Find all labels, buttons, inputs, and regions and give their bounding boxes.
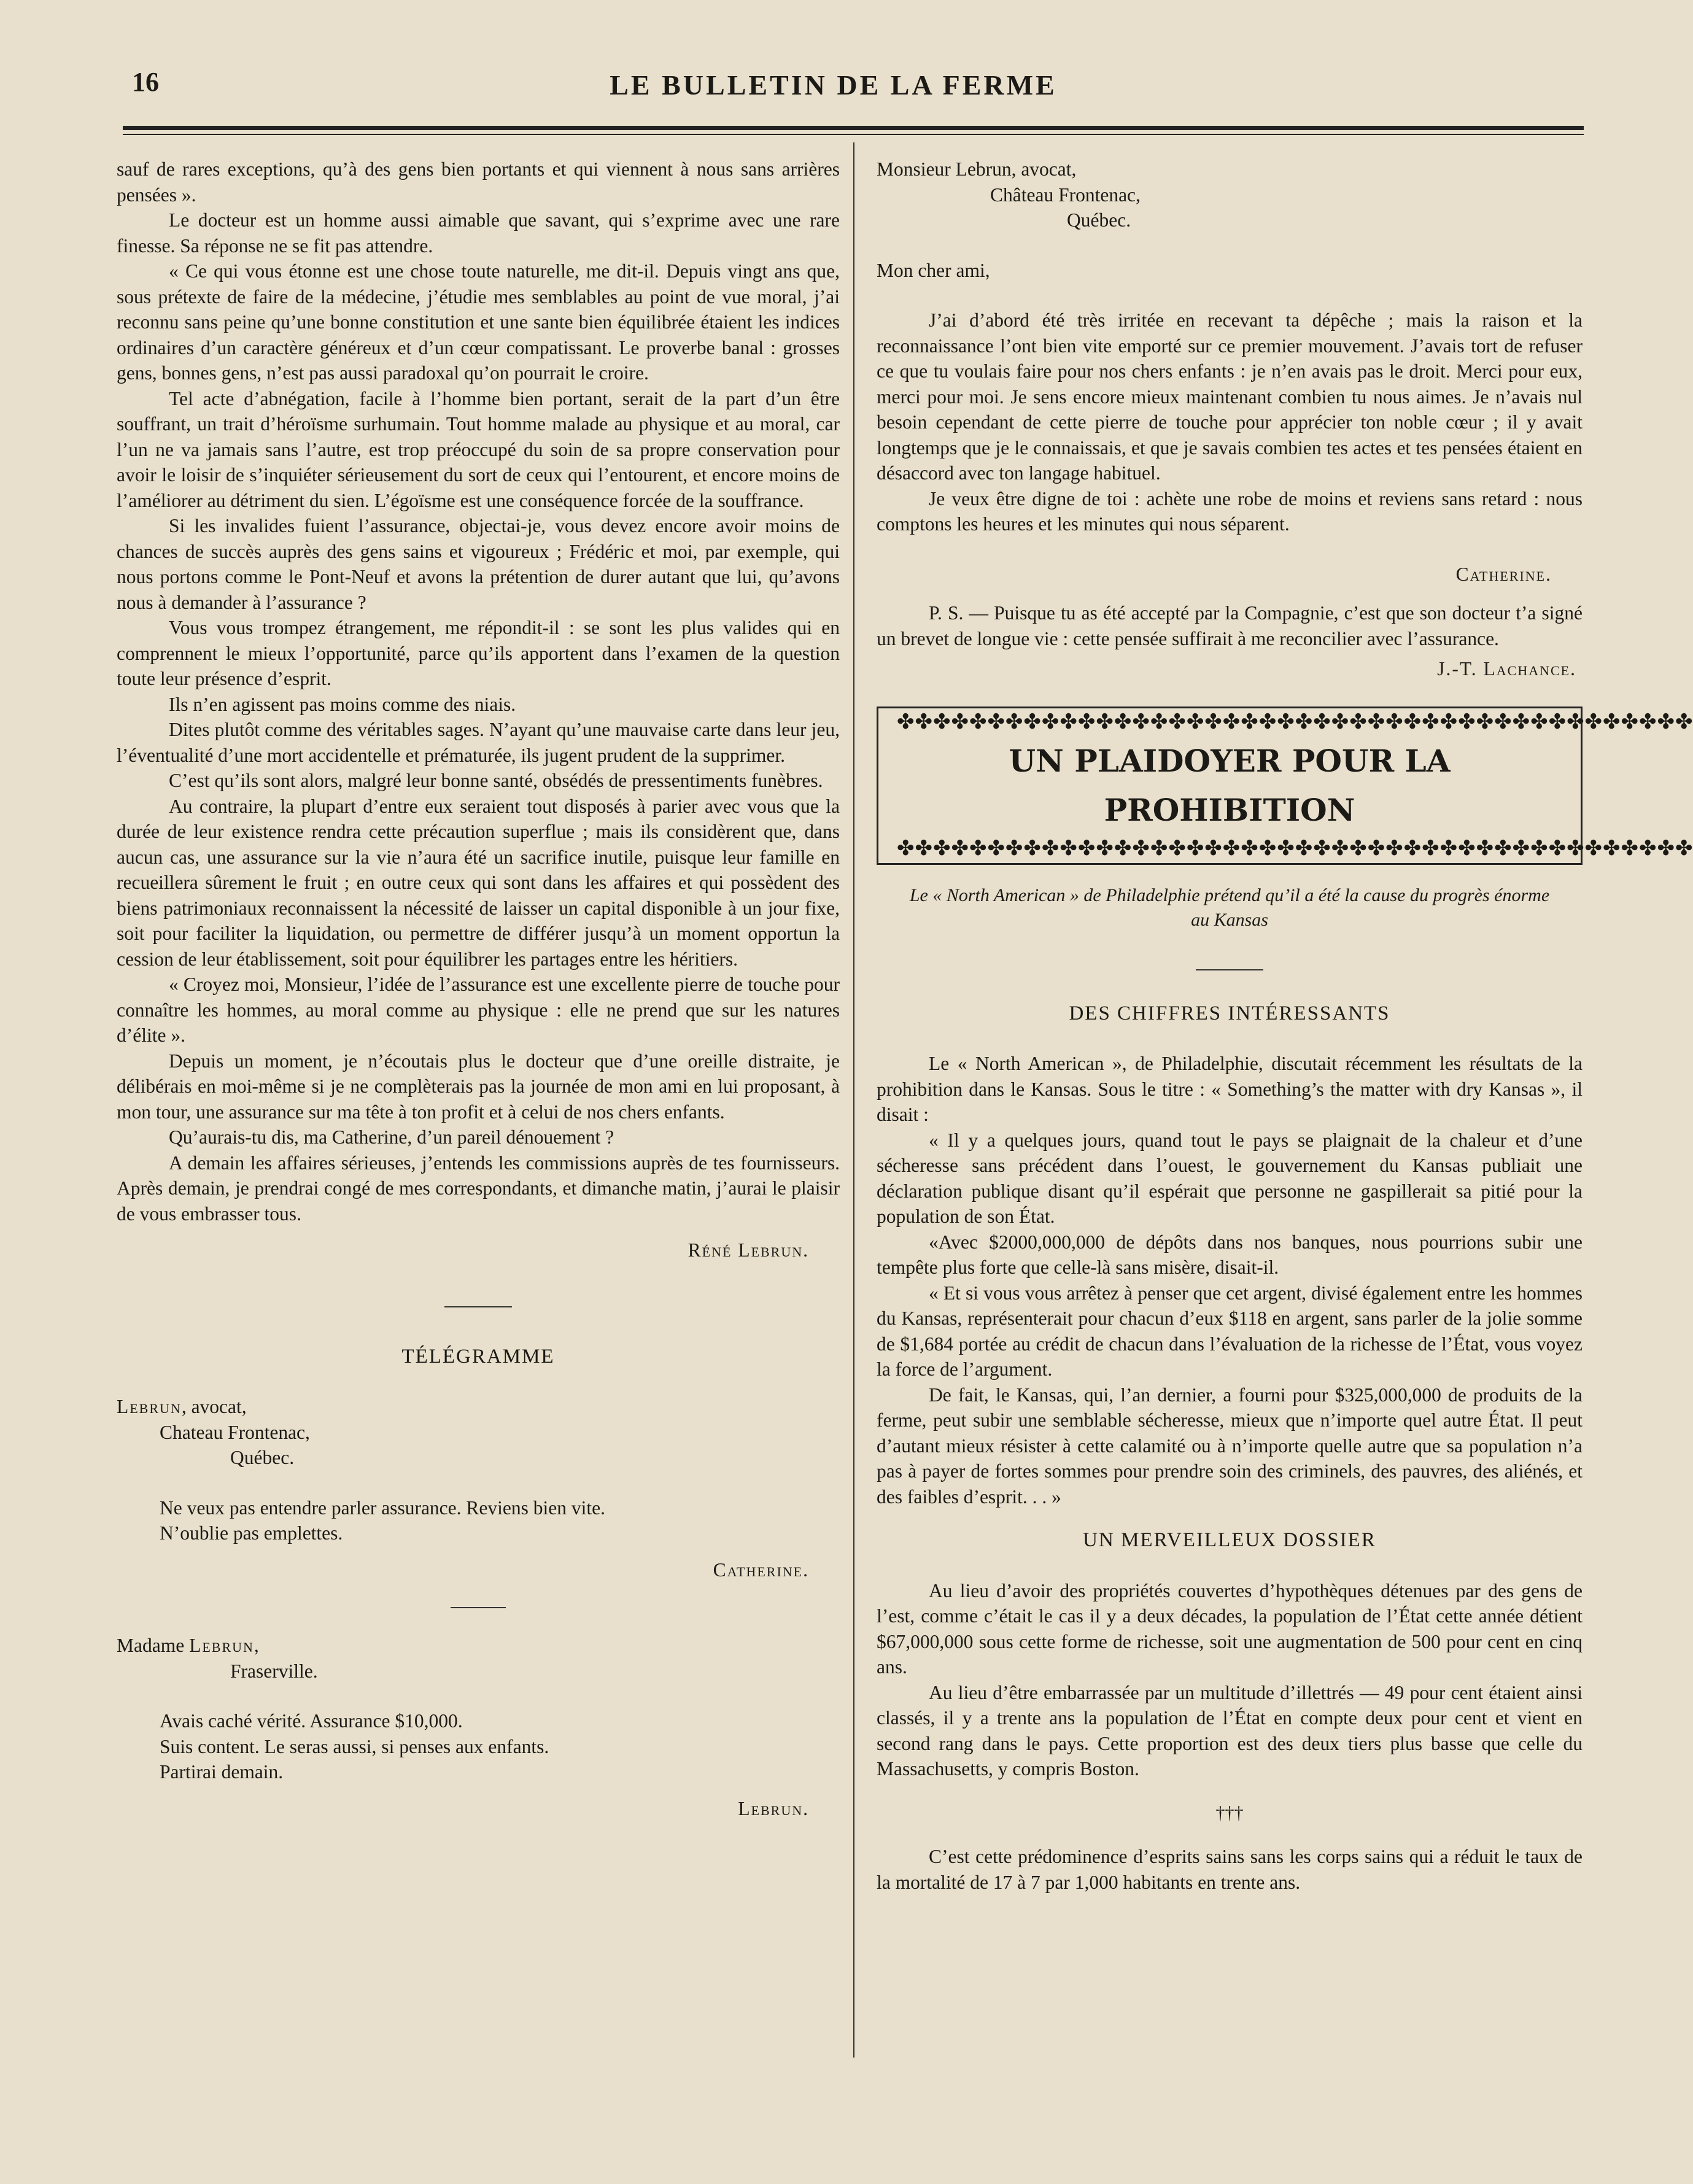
paragraph: Dites plutôt comme des véritables sages. N’ayant qu’une mauvaise carte dans leur jeu, l’éventualité d’une mort accidentelle et prématurée, ils jugent prudent de la supprimer.	[117, 719, 840, 766]
article-author: J.-T. Lachance.	[1437, 658, 1576, 680]
right-column	[877, 157, 1693, 1895]
dagger-divider: †††	[1215, 1802, 1244, 1823]
telegram-address-line: Chateau Frontenac,	[160, 1421, 310, 1443]
ornament-border-bottom: ✤✤✤✤✤✤✤✤✤✤✤✤✤✤✤✤✤✤✤✤✤✤✤✤✤✤✤✤✤✤✤✤✤✤✤✤✤✤✤✤✤✤✤✤	[897, 837, 1693, 860]
section-heading: DES CHIFFRES INTÉRESSANTS	[1069, 1002, 1390, 1024]
paragraph: Au contraire, la plupart d’entre eux seraient tout disposés à parier avec vous que la durée de leur existence rendra cette précaution superflue ; mais ils considèrent que, dans aucun cas, une assurance sur la vie n’aura été un sacrifice inutile, puisque leur famille en recueillera sûrement le fruit ; en outre ceux qui sont dans les affaires et qui possèdent des biens patrimoniaux reconnaissent la nécessité de laisser un capital disponible à un jour fixe, soit pour faciliter la liquidation, ou permettre de différer jusqu’à un moment opportun la cession de leur établissement, soit pour équilibrer les partages entre les héritiers.	[117, 795, 840, 970]
telegram-address-line: Québec.	[230, 1447, 295, 1468]
paragraph: Si les invalides fuient l’assurance, objectai-je, vous devez encore avoir moins de chances de succès auprès des gens sains et vigoureux ; Frédéric et moi, par exemple, qui nous portons comme le Pont-Neuf et avons la prétention de durer autant que lui, qu’avons nous à demander à l’assurance ?	[117, 515, 840, 613]
article-paragraph: De fait, le Kansas, qui, l’an dernier, a fourni pour $325,000,000 de produits de la ferme, peut subir une semblable sécheresse, mieux que n’importe quel autre État. Il peut d’autant mieux résister à cette calamité ou à n’importe quelle autre que sa population n’a pas à payer de fortes sommes pour prendre soin des criminels, des pauvres, des aliénés, et des faibles d’esprit. . . »	[877, 1384, 1583, 1508]
paragraph: Vous vous trompez étrangement, me répondit-il : se sont les plus valides qui en comprennent le mieux l’opportunité, parce qu’ils apportent dans l’examen de la question toute leur présence d’esprit.	[117, 617, 840, 689]
letter-salutation: Mon cher ami,	[877, 259, 990, 281]
section-separator	[451, 1607, 506, 1608]
telegram-1	[117, 1394, 840, 1582]
article-title: UN PLAIDOYER POUR LA PROHIBITION	[1009, 742, 1451, 828]
telegram-line: Suis content. Le seras aussi, si penses aux enfants.	[160, 1735, 549, 1757]
column-divider	[853, 142, 854, 2058]
letter-address-line: Château Frontenac,	[990, 184, 1141, 206]
telegram-signature: Catherine.	[713, 1559, 809, 1581]
paragraph: Ils n’en agissent pas moins comme des niais.	[169, 693, 516, 715]
paragraph: Qu’aurais-tu dis, ma Catherine, d’un pareil dénouement ?	[169, 1126, 614, 1148]
letter-address-line: Monsieur Lebrun, avocat,	[877, 158, 1077, 180]
letter-paragraph: Je veux être digne de toi : achète une robe de moins et reviens sans retard : nous comptons les heures et les minutes qui nous séparent.	[877, 487, 1583, 535]
telegram-2	[117, 1633, 840, 1821]
article-paragraph: C’est cette prédominence d’esprits sains sans les corps sains qui a réduit le taux de la mortalité de 17 à 7 par 1,000 habitants en trente ans.	[877, 1846, 1583, 1893]
signature-rene-lebrun: Réné Lebrun.	[688, 1239, 809, 1261]
paragraph: C’est qu’ils sont alors, malgré leur bonne santé, obsédés de pressentiments funèbres.	[169, 770, 823, 791]
section-heading: UN MERVEILLEUX DOSSIER	[1083, 1529, 1376, 1551]
ornament-border-top: ✤✤✤✤✤✤✤✤✤✤✤✤✤✤✤✤✤✤✤✤✤✤✤✤✤✤✤✤✤✤✤✤✤✤✤✤✤✤✤✤✤✤✤✤	[897, 710, 1693, 734]
paragraph: A demain les affaires sérieuses, j’entends les commissions auprès de tes fournisseurs. Après demain, je prendrai congé de mes correspondants, et dimanche matin, j’aurai le plaisir de vous embrasser tous.	[117, 1152, 840, 1225]
article-paragraph: « Il y a quelques jours, quand tout le pays se plaignait de la chaleur et d’une sécheresse sans précédent dans l’ouest, le gouvernement du Kansas publiait une déclaration publique disant qu’il espérait que personne ne gaspillerait sa pitié pour la population de son État.	[877, 1129, 1583, 1227]
telegram-signature: Lebrun.	[738, 1797, 809, 1819]
publication-title: LE BULLETIN DE LA FERME	[610, 69, 1057, 101]
article-paragraph: Au lieu d’avoir des propriétés couvertes d’hypothèques détenues par des gens de l’est, comme c’était le cas il y a deux décades, la population de l’État cette année détient $67,000,000 sous cette forme de richesse, soit une augmentation de 500 pour cent en cinq ans.	[877, 1579, 1583, 1678]
paragraph: « Croyez moi, Monsieur, l’idée de l’assurance est une excellente pierre de touche pour connaître les hommes, au moral comme au physique : elle ne prend que sur les natures d’élite ».	[117, 974, 840, 1046]
header-rule-thin	[123, 134, 1584, 135]
telegram-heading: TÉLÉGRAMME	[401, 1345, 555, 1368]
article-paragraph: « Et si vous vous arrêtez à penser que cet argent, divisé également entre les hommes du Kansas, représenterait pour chacun d’eux $118 en argent, sans parler de la jolie somme de $1,684 portée au crédit de chacun dans l’évaluation de la richesse de l’État, vous voyez la force de l’argument.	[877, 1282, 1583, 1380]
paragraph: sauf de rares exceptions, qu’à des gens bien portants et qui viennent à nous sans arrières pensées ».	[117, 158, 840, 206]
article-paragraph: Au lieu d’être embarrassée par un multitude d’illettrés — 49 pour cent étaient ainsi classés, il y a trente ans la population de l’État en compte deux pour cent et vient en second rang dans le pays. Cette proportion est des deux tiers plus basse que celle du Massachusetts, y compris Boston.	[877, 1681, 1583, 1779]
paragraph: Le docteur est un homme aussi aimable que savant, qui s’exprime avec une rare finesse. Sa réponse ne se fit pas attendre.	[117, 209, 840, 257]
paragraph: « Ce qui vous étonne est une chose toute naturelle, me dit-il. Depuis vingt ans que, sous prétexte de faire de la médecine, j’étudie mes semblables au point de vue moral, j’ai reconnu sans peine qu’une bonne constitution et une sante bien équilibrée étaient les indices ordinaires d’un caractère généreux et d’un cœur compatissant. Le proverbe banal : grosses gens, bonnes gens, n’est pas aussi paradoxal qu’on pourrait le croire.	[117, 260, 840, 384]
article-subtitle: Le « North American » de Philadelphie prétend qu’il a été la cause du progrès énorme au Kansas	[909, 885, 1550, 930]
telegram-address-line: Fraserville.	[230, 1660, 318, 1682]
telegram-addressee-prefix: Madame	[117, 1635, 190, 1656]
telegram-addressee-name: Lebrun	[117, 1396, 182, 1417]
section-separator	[1196, 969, 1263, 970]
letter-address-line: Québec.	[1067, 209, 1131, 231]
letter	[877, 157, 1583, 682]
article-paragraph: Le « North American », de Philadelphie, discutait récemment les résultats de la prohibition dans le Kansas. Sous le titre : « Something’s the matter with dry Kansas », il disait :	[877, 1053, 1583, 1125]
telegram-line: Ne veux pas entendre parler assurance. Reviens bien vite.	[160, 1497, 605, 1519]
header-rule-thick	[123, 126, 1584, 130]
paragraph: Depuis un moment, je n’écoutais plus le docteur que d’une oreille distraite, je délibérais en moi-même si je ne complèterais pas la journée de mon ami en lui proposant, à mon tour, une assurance sur ma tête à ton profit et à celui de nos chers enfants.	[117, 1050, 840, 1123]
telegram-addressee-name: Lebrun,	[189, 1635, 260, 1656]
paragraph: Tel acte d’abnégation, facile à l’homme bien portant, serait de la part d’un être souffrant, un trait d’héroïsme surhumain. Tout homme malade au physique et au moral, car l’un ne va jamais sans l’autre, est trop préoccupé du soin de sa propre conservation pour avoir le loisir de s’inquiéter sérieusement du sort de ceux qui l’entourent, et encore moins de l’améliorer au détriment du sien. L’égoïsme est une conséquence forcée de la souffrance.	[117, 387, 840, 511]
article-title-banner	[877, 707, 1693, 865]
telegram-line: Avais caché vérité. Assurance $10,000.	[160, 1710, 463, 1732]
article-paragraph: «Avec $2000,000,000 de dépôts dans nos banques, nous pourrions subir une tempête plus forte que celle-là sans misère, disait-il.	[877, 1231, 1583, 1278]
section-separator	[444, 1306, 512, 1307]
letter-paragraph: J’ai d’abord été très irritée en recevant ta dépêche ; mais la raison et la reconnaissance l’ont bien vite emporté sur ce premier mouvement. J’avais tort de refuser ce que tu voulais faire pour nos chers enfants : je n’en avais pas le droit. Merci pour eux, merci pour moi. Je sens encore mieux maintenant combien tu nous aimes. Je n’avais nul besoin cependant de cette pierre de touche pour apprécier ton noble cœur ; il y avait longtemps que je le connaissais, et que je savais combien tes actes et tes pensées étaient en désaccord avec ton langage habituel.	[877, 309, 1583, 484]
telegram-line: N’oublie pas emplettes.	[160, 1522, 343, 1544]
telegram-addressee-title: , avocat,	[181, 1396, 247, 1417]
page-number: 16	[132, 67, 159, 97]
telegram-line: Partirai demain.	[160, 1761, 284, 1783]
letter-postscript: P. S. — Puisque tu as été accepté par la Compagnie, c’est que son docteur t’a signé un brevet de longue vie : cette pensée suffirait à me reconcilier avec l’assurance.	[877, 602, 1583, 649]
letter-signature: Catherine.	[1455, 563, 1552, 585]
left-column	[117, 157, 840, 1821]
